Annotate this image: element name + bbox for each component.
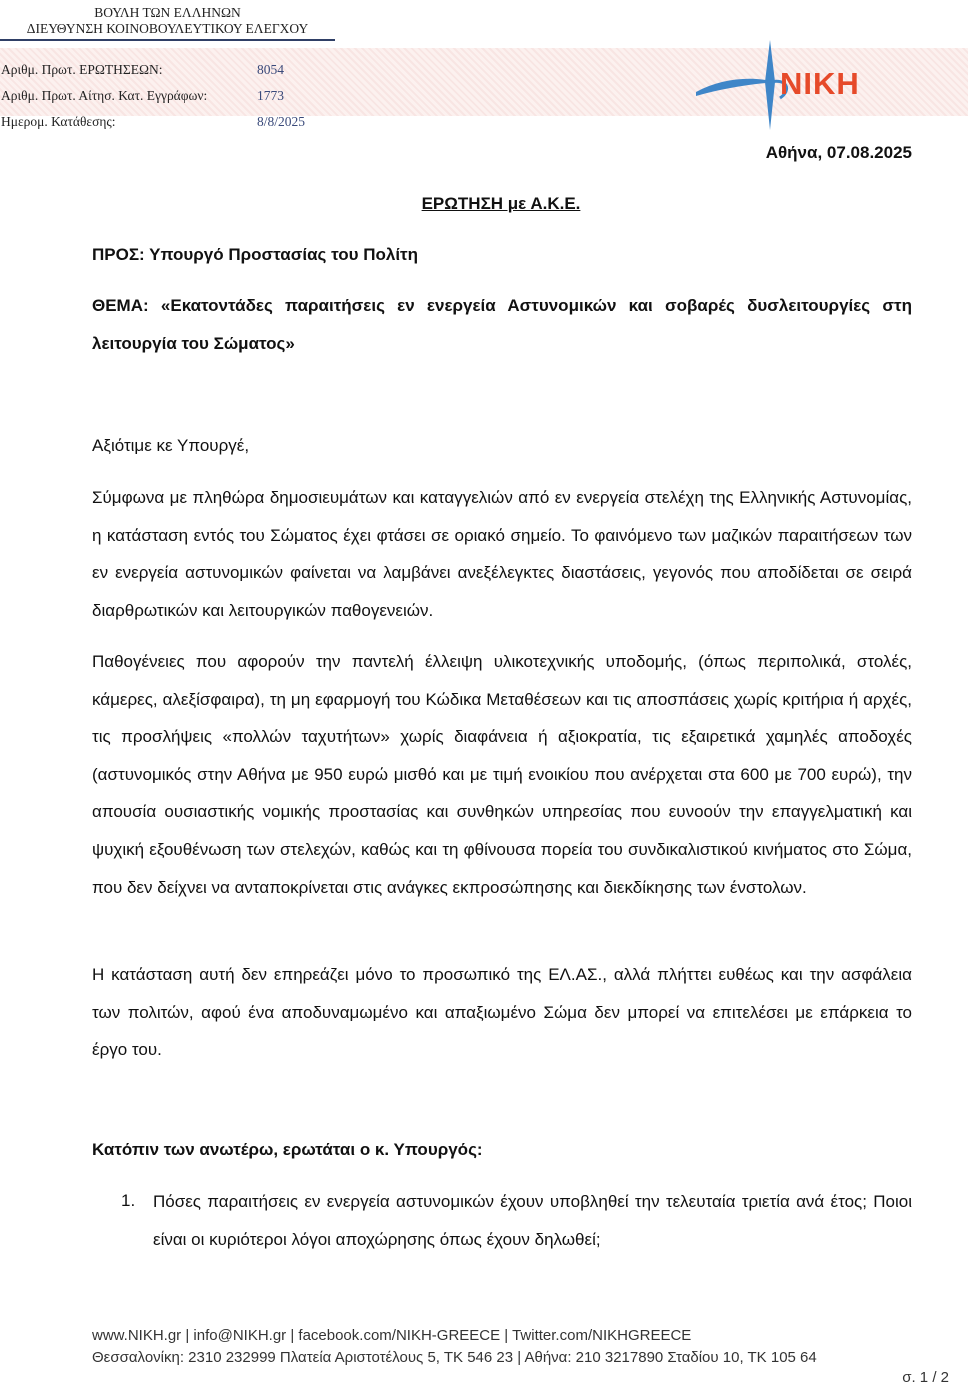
footer-contacts: www.NIKH.gr | info@NIKH.gr | facebook.com/NIKH-GREECE | Twitter.com/NIKHGREECE bbox=[92, 1327, 692, 1344]
document-date: Αθήνα, 07.08.2025 bbox=[765, 143, 912, 162]
recipient-line: ΠΡΟΣ: Υπουργό Προστασίας του Πολίτη bbox=[92, 245, 419, 264]
logo-wordmark: NIKH bbox=[780, 66, 860, 101]
parliament-header bbox=[0, 5, 335, 37]
subject-line: ΘΕΜΑ: «Εκατοντάδες παραιτήσεις εν ενεργεία Αστυνομικών και σοβαρές δυσλειτουργίες στη λειτουργία του Σώματος» bbox=[92, 296, 912, 353]
meta-label-documents: Αριθμ. Πρωτ. Αίτησ. Κατ. Εγγράφων: bbox=[1, 88, 208, 103]
footer-addresses: Θεσσαλονίκη: 2310 232999 Πλατεία Αριστοτέλους 5, ΤΚ 546 23 | Αθήνα: 210 3217890 Σταδίου 10, ΤΚ 105 64 bbox=[92, 1349, 817, 1366]
questions-intro: Κατόπιν των ανωτέρω, ερωτάται ο κ. Υπουργός: bbox=[92, 1140, 483, 1159]
paragraph-3: Η κατάσταση αυτή δεν επηρεάζει μόνο το προσωπικό της ΕΛ.ΑΣ., αλλά πλήττει ευθέως και την ασφάλεια των πολιτών, αφού ένα αποδυναμωμένο και απαξιωμένο Σώμα δεν μπορεί να επιτελέσει με επάρκεια το έργο του. bbox=[92, 965, 912, 1060]
meta-value-documents: 1773 bbox=[257, 88, 284, 103]
paragraph-1: Σύμφωνα με πληθώρα δημοσιευμάτων και καταγγελιών από εν ενεργεία στελέχη της Ελληνικής Αστυνομίας, η κατάσταση εντός του Σώματος έχει φτάσει σε οριακό σημείο. Το φαινόμενο των μαζικών παραιτήσεων των εν ενεργεία αστυνομικών φαίνεται να λαμβάνει ανεξέλεγκτες διαστάσεις, γεγονός που αποδίδεται σε σειρά διαρθρωτικών και λειτουργικών παθογενειών. bbox=[92, 488, 912, 620]
meta-label-date: Ημερομ. Κατάθεσης: bbox=[1, 114, 116, 129]
page-number: σ. 1 / 2 bbox=[902, 1369, 949, 1386]
salutation: Αξιότιμε κε Υπουργέ, bbox=[92, 436, 250, 455]
meta-value-date: 8/8/2025 bbox=[257, 114, 306, 129]
meta-label-questions: Αριθμ. Πρωτ. ΕΡΩΤΗΣΕΩΝ: bbox=[1, 62, 163, 77]
parliament-line2: ΔΙΕΥΘΥΝΣΗ ΚΟΙΝΟΒΟΥΛΕΥΤΙΚΟΥ ΕΛΕΓΧΟΥ bbox=[26, 21, 309, 36]
question-text: Πόσες παραιτήσεις εν ενεργεία αστυνομικών έχουν υποβληθεί την τελευταία τριετία ανά έτος; Ποιοι είναι οι κυριότεροι λόγοι αποχώρησης όπως έχουν δηλωθεί; bbox=[153, 1192, 912, 1249]
header-divider bbox=[0, 39, 335, 41]
document-heading: ΕΡΩΤΗΣΗ με Α.Κ.Ε. bbox=[421, 194, 581, 213]
meta-value-questions: 8054 bbox=[257, 62, 284, 77]
parliament-line1: ΒΟΥΛΗ ΤΩΝ ΕΛΛΗΝΩΝ bbox=[94, 5, 241, 20]
paragraph-2: Παθογένειες που αφορούν την παντελή έλλειψη υλικοτεχνικής υποδομής, (όπως περιπολικά, στολές, κάμερες, αλεξίσφαιρα), τη μη εφαρμογή του Κώδικα Μεταθέσεων και τις αποσπάσεις χωρίς κριτήρια ή αρχές, τις προσλήψεις «πολλών ταχυτήτων» χωρίς διαφάνεια ή αξιοκρατία, τις εξαιρετικά χαμηλές αποδοχές (αστυνομικός στην Αθήνα με 950 ευρώ μισθό και με τιμή ενοικίου που ανέρχεται στα 600 με 700 ευρώ), την απουσία ουσιαστικής νομικής προστασίας και συνθηκών υπηρεσίας που ευνοούν την επαγγελματική και ψυχική εξουθένωση των στελεχών, καθώς και τη φθίνουσα πορεία του συνδικαλιστικού κινήματος στο Σώμα, που δεν δείχνει να ανταποκρίνεται στις ανάγκες εκπροσώπησης και διεκδίκησης των ένστολων. bbox=[92, 652, 912, 897]
question-number: 1. bbox=[121, 1191, 136, 1210]
